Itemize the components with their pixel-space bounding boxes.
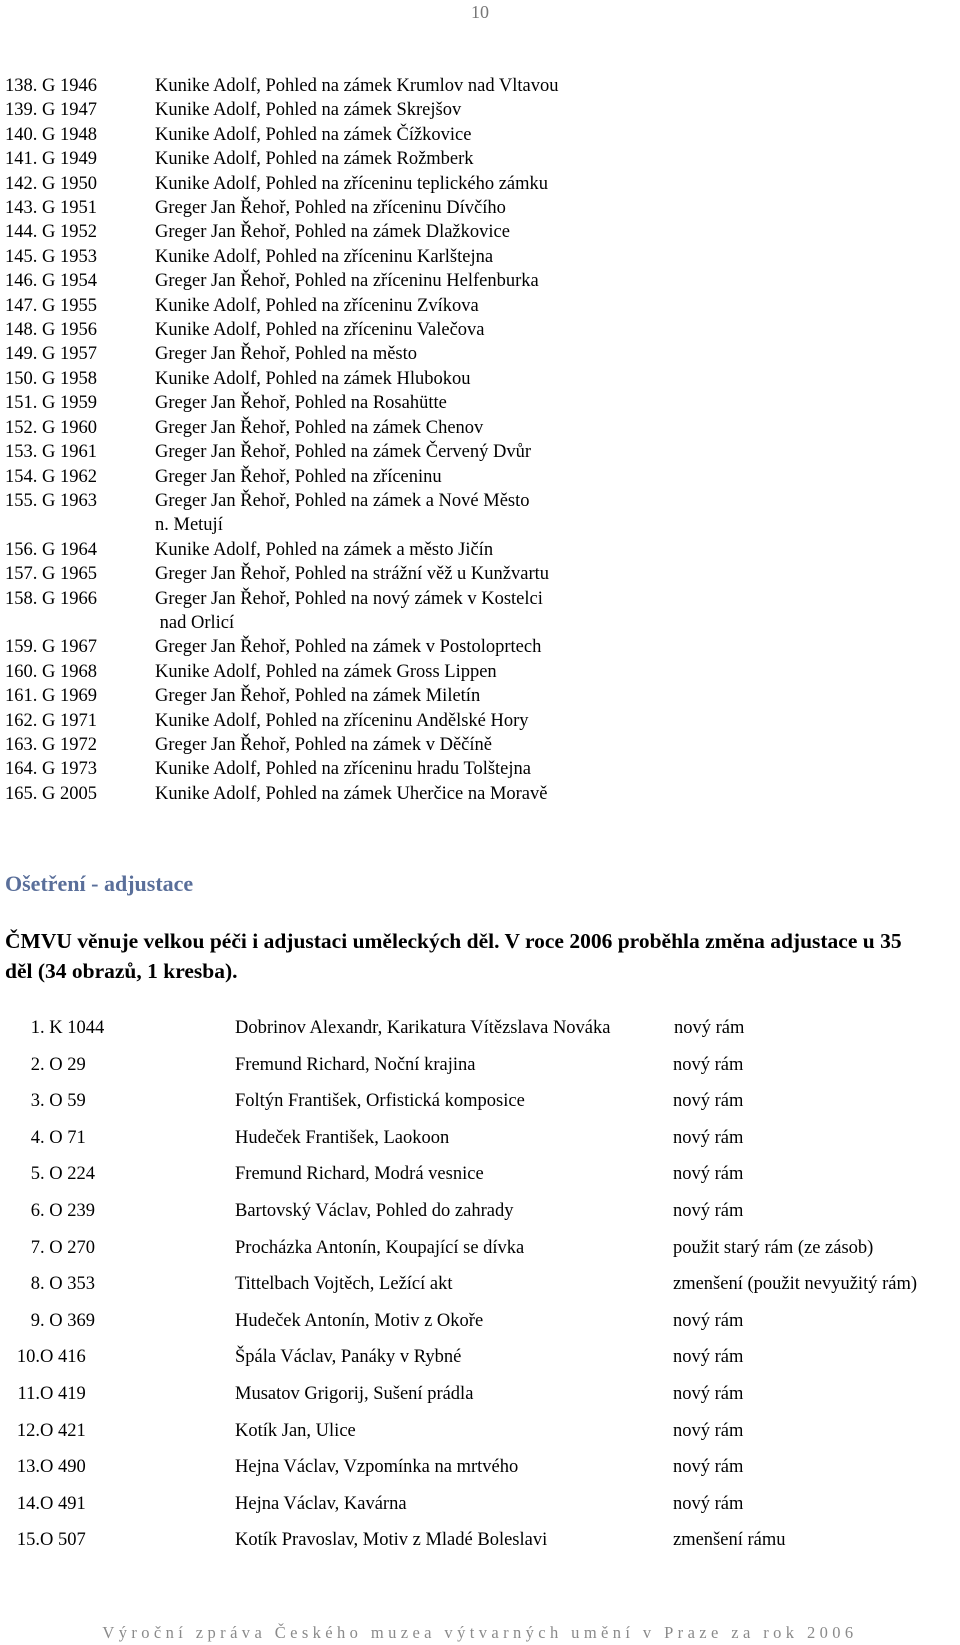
item-number: 140. G 1948	[5, 124, 97, 145]
list-item	[5, 587, 945, 611]
adjustment-note: zmenšení (použit nevyužitý rám)	[673, 1274, 918, 1295]
item-description: Hudeček František, Laokoon	[235, 1127, 450, 1148]
adjustment-note: nový rám	[673, 1383, 744, 1404]
list-item	[5, 245, 945, 269]
list-item	[5, 684, 945, 708]
item-description: Greger Jan Řehoř, Pohled na město	[155, 344, 418, 365]
item-description: Greger Jan Řehoř, Pohled na zámek Červený Dvůr	[155, 442, 532, 463]
item-number: 138. G 1946	[5, 76, 97, 96]
list-item	[0, 1381, 960, 1418]
list-item	[5, 220, 945, 244]
adjustment-list	[0, 1015, 960, 1564]
item-number: 147. G 1955	[5, 295, 97, 316]
item-description: Hudeček Antonín, Motiv z Okoře	[235, 1310, 484, 1331]
list-item	[5, 709, 945, 733]
item-number: 149. G 1957	[5, 344, 97, 365]
list-item	[0, 1344, 960, 1381]
adjustment-note: nový rám	[673, 1127, 744, 1148]
item-description: Kotík Jan, Ulice	[235, 1420, 356, 1441]
item-index: 5	[30, 1164, 40, 1185]
item-number	[5, 513, 155, 537]
list-item	[5, 269, 945, 293]
inventory-number: . O 59	[40, 1091, 86, 1112]
list-item	[5, 196, 945, 220]
list-item	[5, 74, 945, 98]
list-item	[5, 391, 945, 415]
list-item	[0, 1527, 960, 1564]
item-number: 157. G 1965	[5, 564, 97, 585]
adjustment-note: nový rám	[673, 1054, 744, 1075]
item-description: Kunike Adolf, Pohled na zámek Rožmberk	[155, 149, 474, 170]
adjustment-note: použit starý rám (ze zásob)	[673, 1237, 874, 1258]
adjustment-note: nový rám	[674, 1018, 745, 1038]
item-description: Dobrinov Alexandr, Karikatura Vítězslava Nováka	[235, 1018, 611, 1038]
intro-paragraph: ČMVU věnuje velkou péči i adjustaci uměleckých děl. V roce 2006 proběhla změna adjustace u 35 děl (34 obrazů, 1 kresba).	[5, 929, 902, 983]
list-item	[5, 294, 945, 318]
adjustment-note: zmenšení rámu	[673, 1530, 786, 1551]
list-item	[5, 782, 945, 806]
inventory-number: . O 239	[40, 1200, 95, 1221]
item-number: 165. G 2005	[5, 783, 97, 804]
list-item	[0, 1161, 960, 1198]
item-description: Kotík Pravoslav, Motiv z Mladé Boleslavi	[235, 1530, 548, 1551]
item-index: 1	[30, 1018, 40, 1038]
adjustment-note: nový rám	[673, 1200, 744, 1221]
item-index: 12.	[16, 1420, 40, 1441]
item-description: Greger Jan Řehoř, Pohled na zámek Chenov	[155, 417, 484, 438]
item-index: 7	[30, 1237, 40, 1258]
item-number: 161. G 1969	[5, 686, 97, 707]
item-number: 143. G 1951	[5, 198, 97, 219]
item-description: Greger Jan Řehoř, Pohled na zříceninu Dívčího	[155, 198, 506, 219]
adjustment-note: nový rám	[673, 1164, 744, 1185]
list-item	[5, 562, 945, 586]
inventory-number: . O 29	[40, 1054, 86, 1075]
item-number: 152. G 1960	[5, 417, 97, 438]
item-description: Kunike Adolf, Pohled na zámek Krumlov nad Vltavou	[155, 76, 559, 96]
list-item	[0, 1308, 960, 1345]
list-item	[5, 757, 945, 781]
item-description: Greger Jan Řehoř, Pohled na Rosahütte	[155, 393, 447, 414]
inventory-number: O 419	[40, 1383, 86, 1404]
item-description: Kunike Adolf, Pohled na zříceninu teplického zámku	[155, 173, 549, 194]
page-footer: Výroční zpráva Českého muzea výtvarných umění v Praze za rok 2006	[102, 1623, 858, 1642]
item-description: Kunike Adolf, Pohled na zříceninu Zvíkova	[155, 295, 479, 316]
item-description: Špála Václav, Panáky v Rybné	[235, 1347, 462, 1368]
item-number: 164. G 1973	[5, 759, 97, 780]
adjustment-note: nový rám	[673, 1310, 744, 1331]
item-description: Bartovský Václav, Pohled do zahrady	[235, 1200, 514, 1221]
item-description: Greger Jan Řehoř, Pohled na zámek a Nové Město	[155, 490, 530, 511]
item-number: 141. G 1949	[5, 149, 97, 170]
item-description: Greger Jan Řehoř, Pohled na zříceninu	[155, 466, 442, 487]
item-description: Musatov Grigorij, Sušení prádla	[235, 1383, 474, 1404]
list-item	[5, 660, 945, 684]
item-number: 155. G 1963	[5, 490, 97, 511]
list-item	[5, 98, 945, 122]
item-index: 6	[30, 1200, 40, 1221]
item-number: 160. G 1968	[5, 661, 97, 682]
inventory-number: O 491	[40, 1493, 86, 1514]
item-number: 144. G 1952	[5, 222, 97, 243]
adjustment-note: nový rám	[673, 1420, 744, 1441]
item-index: 8	[30, 1274, 40, 1295]
item-description: n. Metují	[155, 515, 223, 536]
item-description: Kunike Adolf, Pohled na zámek Uherčice na Moravě	[155, 783, 548, 804]
item-description: Kunike Adolf, Pohled na zříceninu hradu Tolštejna	[155, 759, 531, 780]
item-number: 151. G 1959	[5, 393, 97, 414]
item-description: Greger Jan Řehoř, Pohled na zámek v Děčíně	[155, 734, 492, 755]
item-index: 10.	[16, 1347, 40, 1368]
list-item	[5, 318, 945, 342]
list-item	[0, 1052, 960, 1089]
list-item	[5, 367, 945, 391]
item-number: 139. G 1947	[5, 100, 97, 121]
item-description: Greger Jan Řehoř, Pohled na strážní věž u Kunžvartu	[155, 564, 550, 585]
list-item-continuation	[5, 513, 945, 537]
list-item	[5, 489, 945, 513]
list-item	[5, 147, 945, 171]
item-number: 156. G 1964	[5, 539, 97, 560]
item-description: Kunike Adolf, Pohled na zámek Gross Lippen	[155, 661, 497, 682]
item-description: Kunike Adolf, Pohled na zříceninu Karlštejna	[155, 246, 494, 267]
item-description: Kunike Adolf, Pohled na zříceninu Valečova	[155, 320, 485, 341]
list-item	[5, 342, 945, 366]
item-number	[5, 611, 155, 635]
item-number: 162. G 1971	[5, 710, 97, 731]
adjustment-note: nový rám	[673, 1091, 744, 1112]
adjustment-note: nový rám	[673, 1493, 744, 1514]
list-item	[0, 1491, 960, 1528]
item-number: 163. G 1972	[5, 734, 97, 755]
item-description: Procházka Antonín, Koupající se dívka	[235, 1237, 525, 1258]
item-number: 154. G 1962	[5, 466, 97, 487]
inventory-number: . O 71	[40, 1127, 86, 1148]
list-item	[5, 123, 945, 147]
item-number: 148. G 1956	[5, 320, 97, 341]
item-index: 13.	[16, 1457, 40, 1478]
item-description: Kunike Adolf, Pohled na zámek Čížkovice	[155, 124, 472, 145]
inventory-number: O 507	[40, 1530, 86, 1551]
inventory-number: O 421	[40, 1420, 86, 1441]
inventory-number: . O 369	[40, 1310, 95, 1331]
item-description: Kunike Adolf, Pohled na zámek Skrejšov	[155, 100, 462, 121]
item-description: Kunike Adolf, Pohled na zámek Hlubokou	[155, 368, 471, 389]
inventory-number: . O 270	[40, 1237, 95, 1258]
list-item	[0, 1088, 960, 1125]
list-item-continuation	[5, 611, 945, 635]
list-item	[0, 1015, 960, 1052]
list-item	[5, 733, 945, 757]
item-description: Greger Jan Řehoř, Pohled na zámek v Postoloprtech	[155, 637, 542, 658]
acquisitions-list	[5, 74, 945, 806]
inventory-number: O 490	[40, 1457, 86, 1478]
item-index: 14.	[16, 1493, 40, 1514]
list-item	[5, 440, 945, 464]
item-description: Foltýn František, Orfistická komposice	[235, 1091, 525, 1112]
inventory-number: . O 224	[40, 1164, 95, 1185]
section-heading: Ošetření - adjustace	[5, 871, 194, 896]
item-number: 142. G 1950	[5, 173, 97, 194]
adjustment-note: nový rám	[673, 1457, 744, 1478]
item-description: Greger Jan Řehoř, Pohled na zříceninu Helfenburka	[155, 271, 539, 292]
list-item	[0, 1235, 960, 1272]
item-description: Greger Jan Řehoř, Pohled na zámek Dlažkovice	[155, 222, 510, 243]
item-index: 9	[30, 1310, 40, 1331]
item-description: Hejna Václav, Kavárna	[235, 1493, 407, 1514]
inventory-number: . O 353	[40, 1274, 95, 1295]
list-item	[5, 416, 945, 440]
item-description: Hejna Václav, Vzpomínka na mrtvého	[235, 1457, 519, 1478]
item-number: 159. G 1967	[5, 637, 97, 658]
list-item	[0, 1454, 960, 1491]
item-number: 158. G 1966	[5, 588, 97, 609]
item-number: 145. G 1953	[5, 246, 97, 267]
list-item	[5, 465, 945, 489]
item-index: 2	[30, 1054, 40, 1075]
item-number: 146. G 1954	[5, 271, 97, 292]
list-item	[0, 1125, 960, 1162]
item-description: Fremund Richard, Modrá vesnice	[235, 1164, 484, 1185]
item-description: Fremund Richard, Noční krajina	[235, 1054, 476, 1075]
item-index: 15.	[16, 1530, 40, 1551]
page-number: 10	[471, 2, 489, 22]
item-description: Greger Jan Řehoř, Pohled na zámek Miletín	[155, 686, 481, 707]
adjustment-note: nový rám	[673, 1347, 744, 1368]
list-item	[5, 635, 945, 659]
list-item	[0, 1418, 960, 1455]
list-item	[0, 1271, 960, 1308]
item-number: 153. G 1961	[5, 442, 97, 463]
item-description: Greger Jan Řehoř, Pohled na nový zámek v Kostelci	[155, 588, 543, 609]
item-index: 11.	[17, 1383, 40, 1404]
item-index: 3	[30, 1091, 40, 1112]
item-description: Tittelbach Vojtěch, Ležící akt	[235, 1274, 453, 1295]
inventory-number: . K 1044	[40, 1018, 105, 1038]
list-item	[5, 538, 945, 562]
inventory-number: O 416	[40, 1347, 86, 1368]
item-description: nad Orlicí	[155, 612, 235, 633]
item-description: Kunike Adolf, Pohled na zámek a město Jičín	[155, 539, 494, 560]
list-item	[0, 1198, 960, 1235]
item-number: 150. G 1958	[5, 368, 97, 389]
item-index: 4	[30, 1127, 40, 1148]
list-item	[5, 172, 945, 196]
item-description: Kunike Adolf, Pohled na zříceninu Andělské Hory	[155, 710, 529, 731]
